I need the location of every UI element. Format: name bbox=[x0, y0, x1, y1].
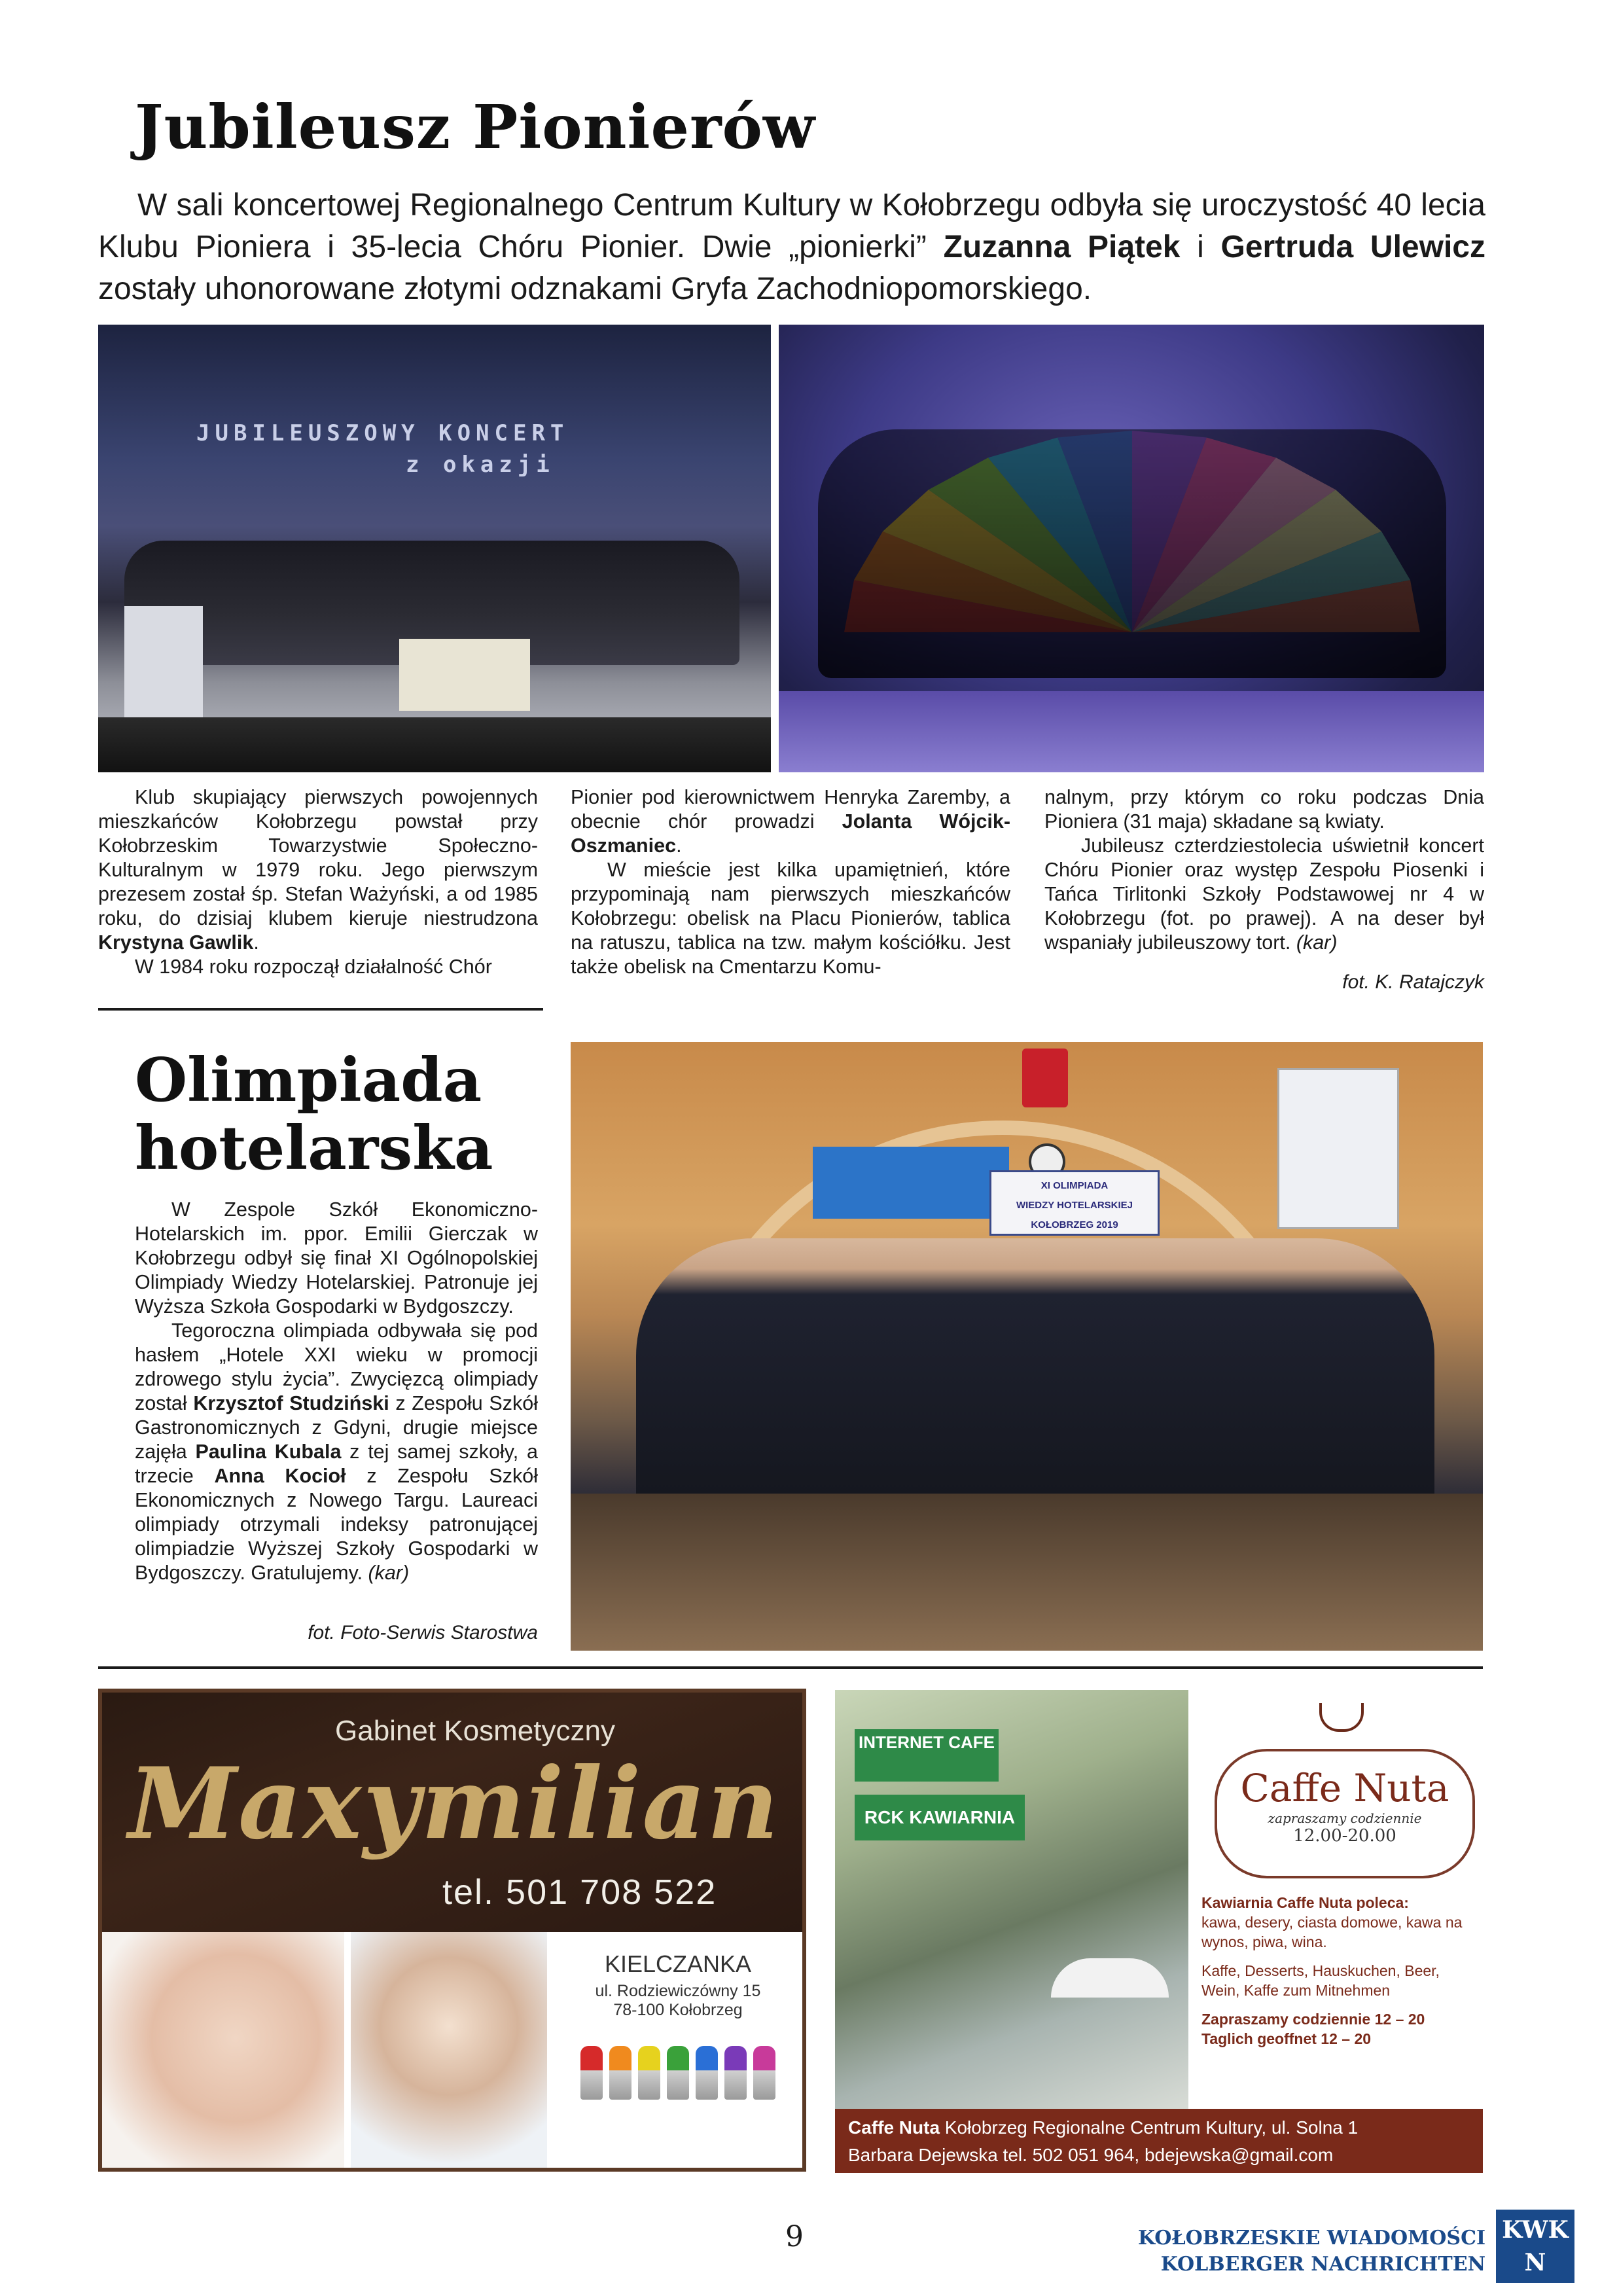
article2-title-line2: hotelarska bbox=[135, 1113, 493, 1183]
lipstick-0 bbox=[580, 2046, 603, 2100]
event-sign-line-2: WIEDZY HOTELARSKIEJ bbox=[1016, 1200, 1133, 1211]
cafe-footer-line1: Caffe Nuta Kołobrzeg Regionalne Centrum Kultury, ul. Solna 1 bbox=[848, 2117, 1359, 2138]
masthead-line1: KOŁOBRZESKIE WIADOMOŚCI bbox=[1137, 2227, 1485, 2250]
cafe-footer-line2: Barbara Dejewska tel. 502 051 964, bdejewska@gmail.com bbox=[848, 2145, 1334, 2165]
ad-caffe-nuta bbox=[835, 1690, 1483, 2173]
cafe-offer bbox=[1201, 1893, 1476, 2049]
poster-board bbox=[1277, 1068, 1399, 1229]
cafe-hours: 12.00-20.00 bbox=[1293, 1826, 1396, 1846]
cafe-offer-pl: kawa, desery, ciasta domowe, kawa na wynos, piwa, wina. bbox=[1201, 1914, 1463, 1950]
stage-floor bbox=[779, 691, 1484, 772]
event-sign-line-3: KOŁOBRZEG 2019 bbox=[1031, 1219, 1118, 1230]
event-sign-line-1: XI OLIMPIADA bbox=[1040, 1180, 1109, 1191]
cafe-offer-de: Kaffe, Desserts, Hauskuchen, Beer, Wein, Kaffe zum Mitnehmen bbox=[1201, 1962, 1440, 1999]
cafe-hours-de: Taglich geoffnet 12 – 20 bbox=[1201, 2030, 1372, 2047]
page-number: 9 bbox=[785, 2220, 804, 2253]
divider-1 bbox=[98, 1008, 543, 1011]
lipstick-4 bbox=[696, 2046, 718, 2100]
ad-kielczanka-address1: ul. Rodziewiczówny 15 bbox=[595, 1982, 761, 2000]
article2-photo-credit: fot. Foto-Serwis Starostwa bbox=[308, 1622, 538, 1643]
masthead bbox=[1132, 2225, 1485, 2278]
coffee-cup-icon bbox=[1319, 1703, 1364, 1732]
concert-photo bbox=[98, 325, 771, 772]
article1-column-2: Pionier pod kierownictwem Henryka Zaremby, a obecnie chór prowadzi Jolanta Wójcik-Oszmaniec. W mieście jest kilka upamiętnień, które przypominają nam pierwszych mieszkańców Kołobrzegu: obelisk na Placu Pionierów, tablica na ratuszu, tablica na tzw. małym kościółku. Jest także obelisk na Cmentarzu Komu- bbox=[571, 786, 1011, 978]
blue-banner bbox=[813, 1147, 1009, 1219]
article1-title: Jubileusz Pionierów bbox=[135, 92, 816, 162]
event-sign bbox=[989, 1170, 1160, 1236]
cafe-invite: zapraszamy codziennie bbox=[1268, 1810, 1422, 1826]
cafe-name: Caffe Nuta bbox=[1240, 1766, 1449, 1810]
article1-column-1: Klub skupiający pierwszych powojennych mieszkańców Kołobrzegu powstał przy Kołobrzeskim Towarzystwie Społeczno-Kulturalnym w 1979 roku. Jego pierwszym prezesem został śp. Stefan Ważyński, a od 1985 roku, do dzisiaj klubem kieruje niestrudzona Krystyna Gawlik. W 1984 roku rozpoczął działalność Chór bbox=[98, 786, 538, 978]
photo-banner-text-2: z okazji bbox=[406, 452, 555, 478]
article2-text: W Zespole Szkół Ekonomiczno-Hotelarskich im. ppor. Emilii Gierczak w Kołobrzegu odbył się finał XI Ogólnopolskiej Olimpiady Wiedzy Hotelarskiej. Patronuje jej Wyższa Szkoła Gospodarki w Bydgoszczy. Tegoroczna olimpiada odbywała się pod hasłem „Hotele XXI wieku w promocji zdrowego stylu życia”. Zwycięzcą olimpiady został Krzysztof Studziński z Zespołu Szkół Gastronomicznych z Gdyni, drugie miejsce zajęła Paulina Kubala z tej samej szkoły, a trzecie Anna Kocioł z Zespołu Szkół Ekonomicznych z Nowego Targu. Laureaci olimpiady otrzymali indeksy patronującej olimpiadzie Wyższej Szkoły Gospodarki w Bydgoszczy. Gratulujemy. (kar) bbox=[135, 1198, 539, 1584]
article1-lead: W sali koncertowej Regionalnego Centrum Kultury w Kołobrzegu odbyła się uroczystość 40 lecia Klubu Pioniera i 35-lecia Chóru Pionier. Dwie „pionierki” Zuzanna Piątek i Gertruda Ulewicz zostały uhonorowane złotymi odznakami Gryfa Zachodniopomorskiego. bbox=[98, 188, 1485, 306]
article1-column-3: nalnym, przy którym co roku podczas Dnia Pioniera (31 maja) składane są kwiaty. Jubileusz czterdziestolecia uświetnił koncert Chóru Pionier oraz występ Zespołu Piosenki i Tańca Tirlitonki Szkoły Podstawowej nr 4 w Kołobrzegu (fot. po prawej). A na deser był wspaniały jubileuszowy tort. (kar) bbox=[1044, 786, 1484, 954]
floor bbox=[571, 1494, 1483, 1651]
ad-maxymilian-subtitle: Gabinet Kosmetyczny bbox=[335, 1715, 615, 1747]
ad-maxymilian-name: Maxymilian bbox=[128, 1746, 780, 1861]
cafe-hours-pl: Zapraszamy codziennie 12 – 20 bbox=[1201, 2011, 1425, 2028]
cafe-info bbox=[1188, 1690, 1483, 2109]
olympiad-photo bbox=[571, 1042, 1483, 1651]
photo-banner-text: JUBILEUSZOWY KONCERT bbox=[196, 420, 569, 446]
lipstick-2 bbox=[638, 2046, 660, 2100]
cake-table bbox=[399, 639, 530, 711]
ad-kielczanka-name: KIELCZANKA bbox=[604, 1950, 752, 1977]
article1-photo-credit: fot. K. Ratajczyk bbox=[1342, 971, 1484, 993]
cafe-offer-title: Kawiarnia Caffe Nuta poleca: bbox=[1201, 1894, 1409, 1911]
eagle-emblem bbox=[1022, 1049, 1068, 1107]
kwkn-logo: KWKN bbox=[1496, 2210, 1574, 2283]
lipstick-6 bbox=[753, 2046, 775, 2100]
lipstick-3 bbox=[667, 2046, 689, 2100]
dance-photo bbox=[779, 325, 1484, 772]
lipstick-row bbox=[554, 2046, 802, 2100]
facial-photo bbox=[102, 1932, 344, 2168]
divider-2 bbox=[98, 1666, 1483, 1669]
ad-maxymilian-phone: tel. 501 708 522 bbox=[442, 1873, 717, 1912]
sign-rck-kawiarnia: RCK KAWIARNIA bbox=[855, 1795, 1025, 1840]
ad-maxymilian-header bbox=[102, 1693, 802, 1932]
cafe-building-photo bbox=[835, 1690, 1188, 2109]
ad-kielczanka-address2: 78-100 Kołobrzeg bbox=[613, 2001, 743, 2019]
ad-kielczanka bbox=[554, 1932, 802, 2168]
ad-maxymilian-bottom bbox=[102, 1932, 802, 2168]
ad-maxymilian bbox=[98, 1689, 806, 2172]
lipstick-5 bbox=[724, 2046, 747, 2100]
dancers bbox=[818, 429, 1446, 678]
masthead-line2: KOLBERGER NACHRICHTEN bbox=[1160, 2253, 1485, 2276]
group-of-students bbox=[636, 1238, 1434, 1494]
umbrella bbox=[1051, 1958, 1169, 1998]
cafe-logo-frame bbox=[1215, 1749, 1475, 1878]
cafe-footer bbox=[835, 2109, 1483, 2173]
audience bbox=[98, 717, 771, 772]
article2-title-line1: Olimpiada bbox=[135, 1045, 482, 1115]
treatment-photo bbox=[351, 1932, 547, 2168]
sign-internet-cafe: INTERNET CAFE bbox=[855, 1729, 999, 1782]
podium bbox=[124, 606, 203, 724]
lipstick-1 bbox=[609, 2046, 631, 2100]
